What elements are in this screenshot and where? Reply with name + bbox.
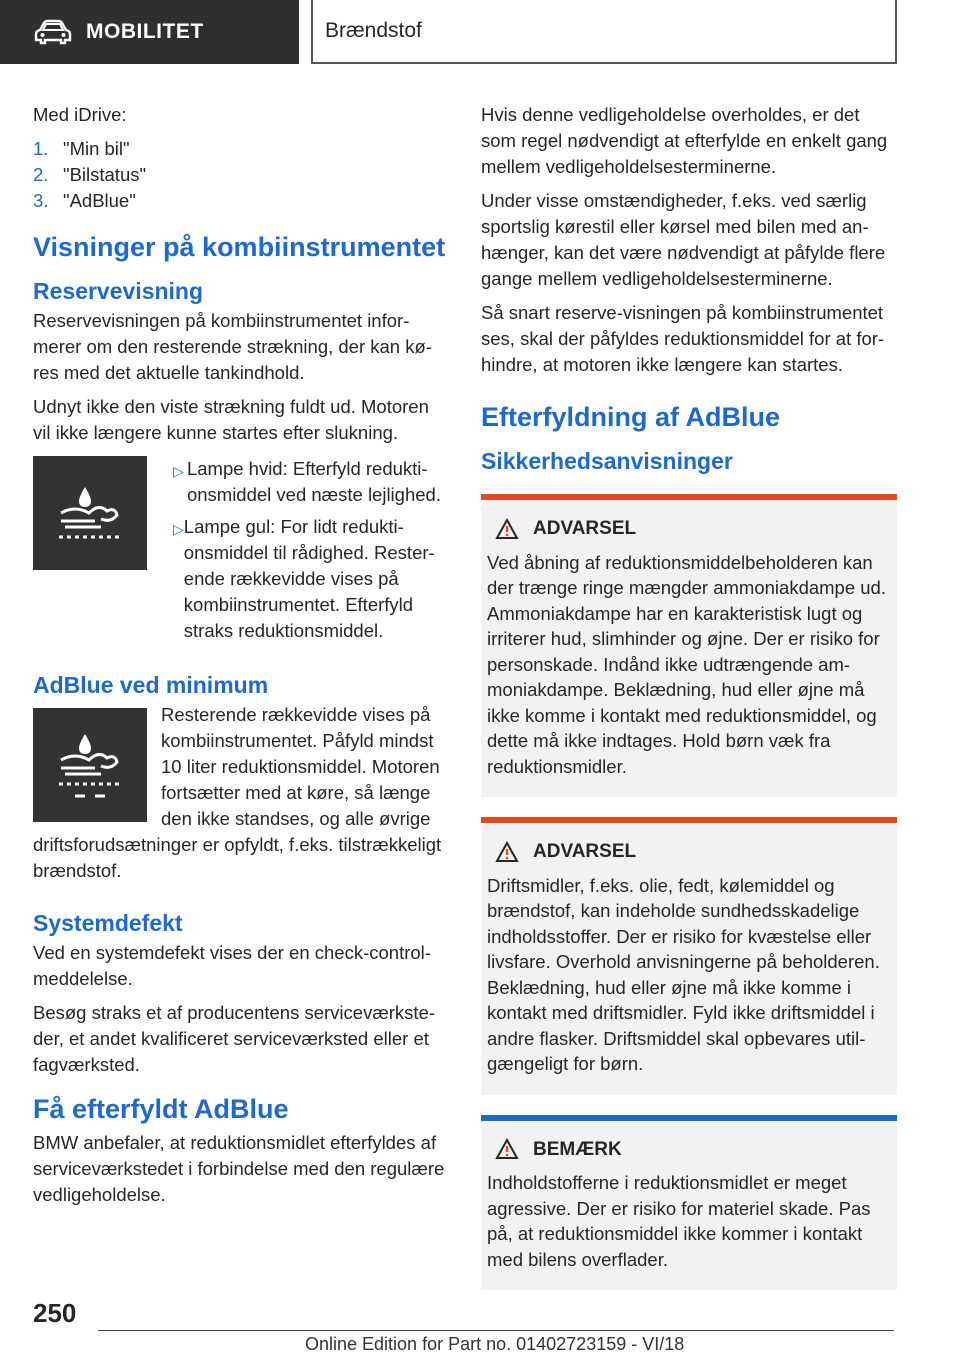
list-item <box>33 136 449 162</box>
heading-reservevisning: Reservevisning <box>33 278 204 304</box>
step-number: 3. <box>33 190 49 211</box>
warning-triangle-icon <box>495 841 519 863</box>
edition-text: Online Edition for Part no. 01402723159 - VI/18 <box>305 1334 685 1354</box>
step-text: "Bilstatus" <box>63 164 147 185</box>
system-paragraph-2: Besøg straks et af producentens serviceværksteder, et andet kvalificeret serviceværksted eller et fagværksted. <box>33 1002 436 1075</box>
list-item <box>33 188 449 214</box>
right-paragraph-1: Hvis denne vedligeholdelse overholdes, er det som regel nødvendigt at efterfylde en enkelt gang mellem vedligeholdelsesterminerne. <box>481 104 888 177</box>
step-number: 1. <box>33 138 49 159</box>
right-paragraph-2: Under visse omstændigheder, f.eks. ved særlig sportslig kørestil eller kørsel med bilen med anhænger, kan det være nødvendigt at påfylde flere gange mellem vedligeholdelsesterminerne. <box>481 190 886 289</box>
reserve-bullets <box>173 456 449 650</box>
page-header <box>311 0 897 64</box>
warning-text: Driftsmidler, f.eks. olie, fedt, kølemiddel og brændstof, kan indeholde sundhedsskadelige indholdsstoffer. Der er risiko for kvæstelse eller livsfare. Overhold anvisningerne på beholderen. Beklædning, hud eller øjne må ikke komme i kontakt med driftsmidler. Fyld ikke driftsmiddel i andre flasker. Driftsmiddel skal opbevares utilgængeligt for børn. <box>487 874 880 1074</box>
warning-triangle-icon <box>495 518 519 540</box>
page-number: 250 <box>33 1298 77 1328</box>
triangle-bullet-icon: ▷ <box>173 521 184 537</box>
footer-divider <box>98 1330 894 1331</box>
heading-efterfyldning: Efterfyldning af AdBlue <box>481 402 781 432</box>
bullet-text: Lampe gul: For lidt reduktionsmiddel til rådighed. Resterende rækkevidde vises på kombiinstrumentet. Efterfyld straks reduktionsmiddel. <box>183 516 435 641</box>
page-title: Brændstof <box>325 19 422 42</box>
section-tab[interactable] <box>0 0 299 64</box>
step-text: "AdBlue" <box>63 190 136 211</box>
step-number: 2. <box>33 164 49 185</box>
warning-box-2 <box>481 817 897 1095</box>
heading-faa-efterfyldt: Få efterfyldt AdBlue <box>33 1094 289 1124</box>
reserve-paragraph-2: Udnyt ikke den viste strækning fuldt ud. Motoren vil ikke længere kunne startes efter slukning. <box>33 396 429 443</box>
warning-title: ADVARSEL <box>533 518 637 539</box>
warning-box-1 <box>481 494 897 797</box>
heading-visninger: Visninger på kombiinstrumentet <box>33 232 446 262</box>
system-paragraph-1: Ved en systemdefekt vises der en check-control-meddelelse. <box>33 942 431 989</box>
left-column <box>33 102 449 1216</box>
reserve-indicator-block <box>33 456 449 650</box>
note-text: Indholdstofferne i reduktionsmidlet er meget agressive. Der er risiko for materiel skade. Pas på, at reduktionsmiddel ikke kommer i kontakt med bilens overflader. <box>487 1172 871 1270</box>
faa-paragraph: BMW anbefaler, at reduktionsmidlet efterfyldes af serviceværkstedet i forbindelse med den regulære vedligeholdelse. <box>33 1132 445 1205</box>
warning-title: ADVARSEL <box>533 841 637 862</box>
adblue-minimum-icon <box>33 708 147 822</box>
heading-sikkerhed: Sikkerhedsanvisninger <box>481 448 733 474</box>
warning-text: Ved åbning af reduktionsmiddelbeholderen kan der trænge ringe mængder ammoniakdampe ud. Ammoniakdampe har en karakteristisk lugt og irriterer hud, slimhinder og øjne. Der er risiko for personskade. Indånd ikke udtrængende ammoniakdampe. Beklædning, hud eller øjne må ikke komme i kontakt med reduktionsmiddel, og dette må ikke indtages. Hold børn væk fra reduktionsmidler. <box>487 551 886 777</box>
adblue-reserve-icon <box>33 456 147 570</box>
reserve-paragraph-1: Reservevisningen på kombiinstrumentet informerer om den resterende strækning, der kan køres med det aktuelle tankindhold. <box>33 310 432 383</box>
list-item <box>173 514 449 644</box>
heading-minimum: AdBlue ved minimum <box>33 672 269 698</box>
triangle-bullet-icon: ▷ <box>173 463 184 479</box>
heading-systemdefekt: Systemdefekt <box>33 910 183 936</box>
bullet-text: Lampe hvid: Efterfyld reduktionsmiddel ved næste lejlighed. <box>186 458 441 505</box>
steps-list <box>33 136 449 214</box>
right-column <box>481 102 897 1302</box>
car-icon <box>34 19 72 45</box>
note-title: BEMÆRK <box>533 1138 622 1160</box>
list-item <box>33 162 449 188</box>
step-text: "Min bil" <box>63 138 130 159</box>
minimum-paragraph: Resterende rækkevidde vises på kombiinstrumentet. Påfyld mindst 10 liter reduktionsmiddel. Motoren fortsætter med at køre, så længe den ikke standses, og alle øvrige driftsforudsætninger er opfyldt, f.eks. tilstrækkeligt brændstof. <box>33 704 442 881</box>
intro-text: Med iDrive: <box>33 104 127 125</box>
note-box <box>481 1115 897 1291</box>
note-triangle-icon <box>495 1138 519 1160</box>
section-label: MOBILITET <box>86 20 204 43</box>
list-item <box>173 456 449 508</box>
right-paragraph-3: Så snart reserve-visningen på kombiinstrumentet ses, skal der påfyldes reduktionsmiddel for at forhindre, at motoren ikke længere kan startes. <box>481 302 885 375</box>
